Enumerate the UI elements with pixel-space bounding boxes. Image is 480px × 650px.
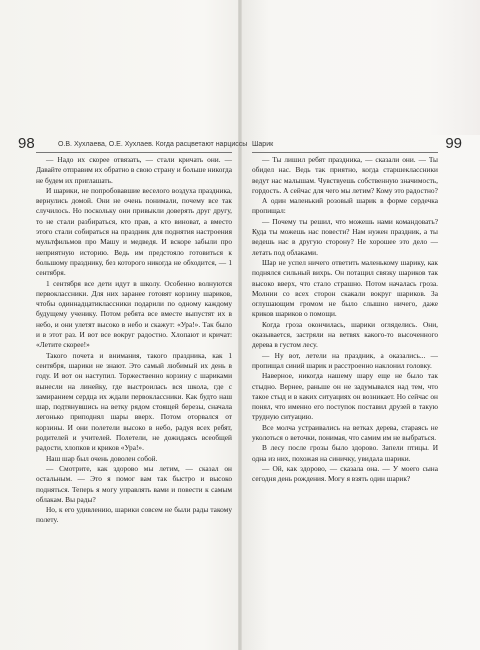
left-header-rule [36,152,232,153]
paragraph: — Почему ты решил, что можешь нами командовать? Куда ты можешь нас повести? Нам нужен праздник, а ты ведешь нас в другую сторону? Не хорошее это дело — летать под облаками. [252,216,438,257]
paragraph: Наверное, никогда нашему шару еще не было так стыдно. Вернее, раньше он не задумывался над тем, что такое стыд и в каких ситуациях он возникает. Но сейчас он понял, что именно его поступок поставил друзей в такую трудную ситуацию. [252,371,438,422]
left-running-head: О.В. Хухлаева, О.Е. Хухлаев. Когда расцветают нарциссы [58,141,248,148]
right-running-head: Шарик [252,141,274,148]
right-page-body [252,155,438,485]
left-page-number: 98 [18,135,35,152]
paragraph: 1 сентября все дети идут в школу. Особенно волнуются первоклассники. Для них заранее готовят корзину шариков, чтобы одиннадцатиклассники подарили по одному каждому будущему ученику. Потом ребята все вместе выпустят их в небо, и они улетят высоко в небо и скажут: «Ура!». Так было и в этот раз. И вот все вокруг радостно. Хлопают и кричат: «Летите скорее!» [36,278,232,350]
right-page-number: 99 [445,135,462,152]
paragraph: — Ну вот, летели на праздник, а оказались... — пропищал синий шарик и расстроенно наклонил головку. [252,350,438,370]
paragraph: Но, к его удивлению, шарики совсем не были рады такому полету. [36,505,232,525]
page-corner-shade [430,0,480,135]
paragraph: Когда гроза окончилась, шарики огляделись. Они, оказывается, застряли на ветвях какого-то высоченного дерева в густом лесу. [252,319,438,350]
paragraph: Такого почета и внимания, такого праздника, как 1 сентября, шарики не знают. Это самый любимый их день в году. И вот он наступил. Торжественно корзину с шариками вынесли на линейку, где выстроилась вся школа, где с замиранием сердца их ждали первоклассники. Как будто наш шар, подтянувшись на ветку рядом стоящей березы, сначала легонько приподнял шары вверх. Потом оторвался от корзины. И они полетели высоко в небо, радуя всех ребят, родителей и учителей. Полетели, не дожидаясь всеобщей радости, хлопков и криков «Ура!». [36,350,232,453]
right-header-rule [252,152,438,153]
paragraph: — Смотрите, как здорово мы летим, — сказал он остальным. — Это я помог вам так быстро и высоко подняться. Теперь я могу управлять вами и повести к самым облакам. Вы рады? [36,463,232,504]
paragraph: — Надо их скорее отвязать, — стали кричать они. — Давайте отправим их обратно в свою страну и больше никогда не будем их приглашать. [36,155,233,185]
paragraph: — Ой, как здорово, — сказала она. — У моего сына сегодня день рождения. Могу я взять один шарик? [252,463,438,484]
paragraph: И шарики, не попробовавшие веселого воздуха праздника, вернулись домой. Они не очень понимали, почему все так случилось. Но поскольку они привыкли доверять друг другу, то не стали разбираться, кто прав, а кто виноват, а вместо этого стали собираться на праздник для поднятия настроения мультфильмов про Машу и медведя. И вскоре забыли про неприятную историю. Ведь им предстояло готовиться к большому празднику, без которого никогда не обходится, — 1 сентября. [36,185,232,278]
paragraph: В лесу после грозы было здорово. Запели птицы. И одна из них, похожая на синичку, увидала шарики. [252,443,438,463]
paragraph: Все молча устраивались на ветках дерева, стараясь не уколоться о веточки, понимая, что самим им не выбраться. [252,422,438,443]
paragraph: А один маленький розовый шарик в форме сердечка пропищал: [252,196,438,216]
paragraph: — Ты лишил ребят праздника, — сказали они. — Ты обидел нас. Ведь так приятно, когда старшеклассники ведут нас малышам. Чувствуешь собственную значимость, гордость. А сейчас для чего мы летим? Кому это радостно? [252,155,438,195]
paragraph: Шар не успел ничего ответить маленькому шарику, как поднялся сильный вихрь. Он потащил связку шариков так высоко вверх, что стало страшно. Потом началась гроза. Молнии со всех сторон скакали вокруг шариков. За оглушающим громом не было слышно ничего, даже криков шариков о помощи. [252,257,438,319]
left-page-body [36,155,232,526]
book-gutter [238,0,242,650]
paragraph: Наш шар был очень доволен собой. [46,453,158,463]
